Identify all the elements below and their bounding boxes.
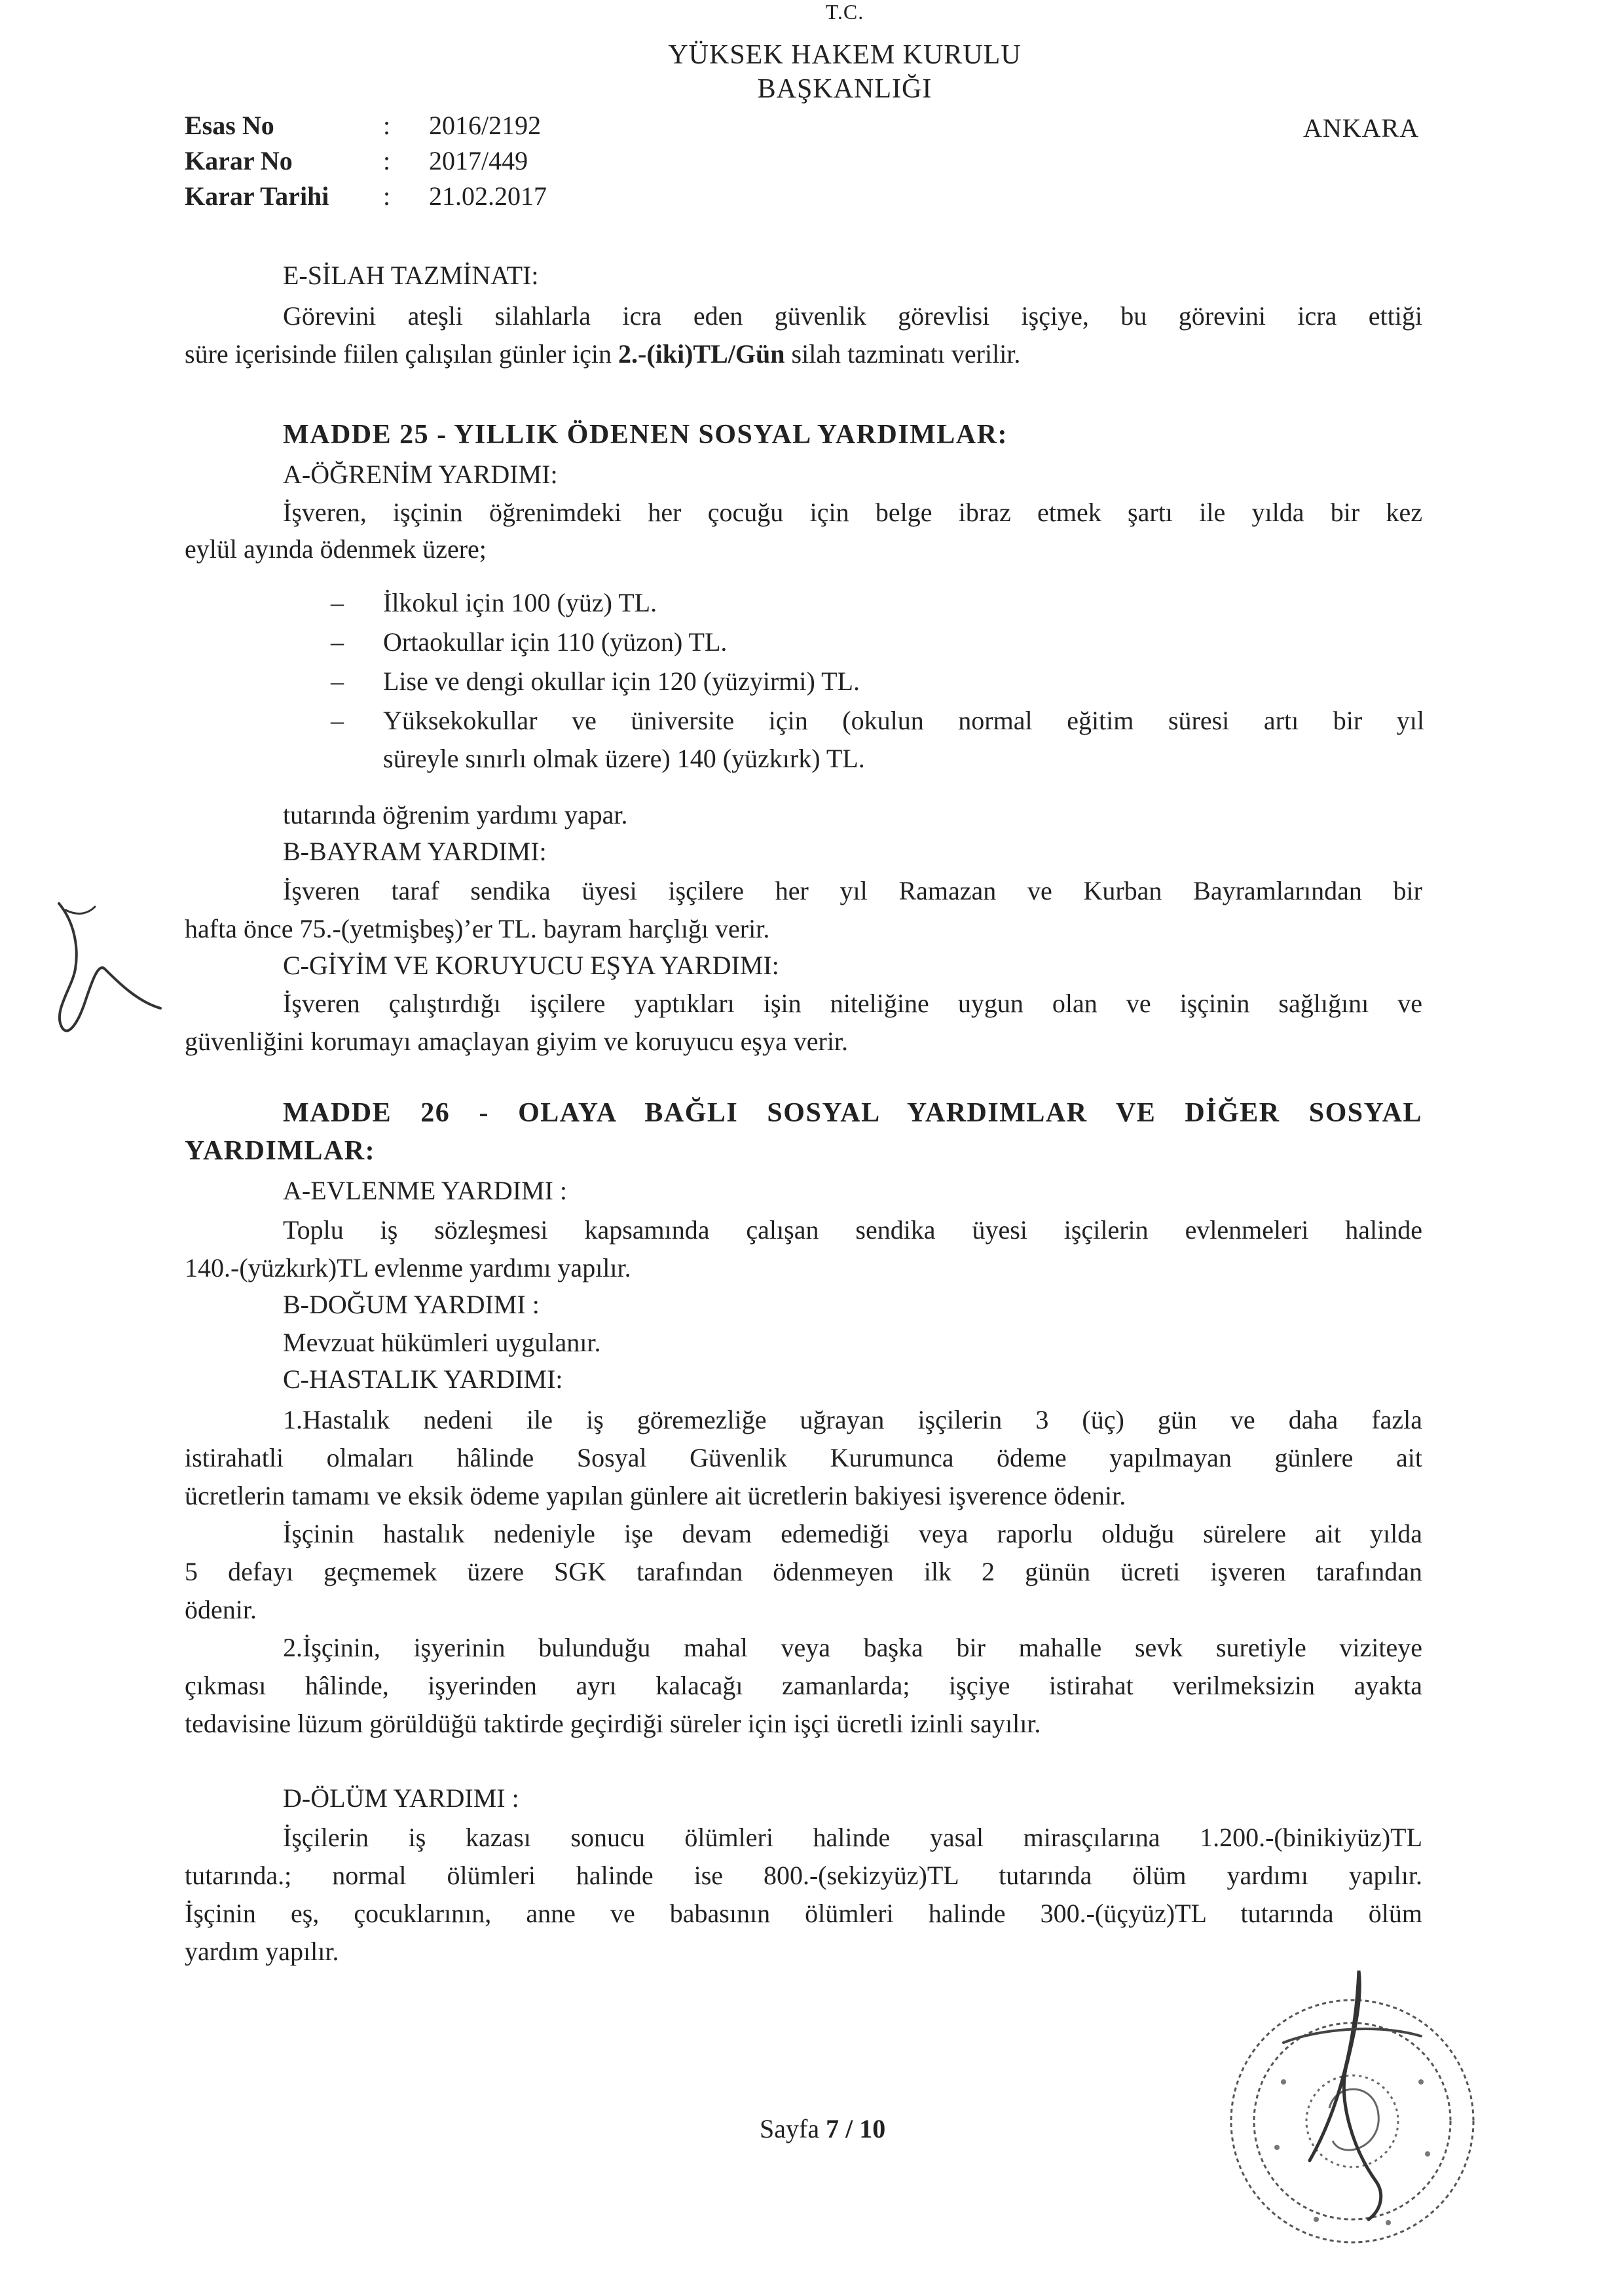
olum-title: D-ÖLÜM YARDIMI : [283, 1783, 519, 1813]
madde26-title-line1: MADDE 26 - OLAYA BAĞLI SOSYAL YARDIMLAR VE DİĞER SOSYAL [283, 1098, 1422, 1128]
bayram-line1: İşveren taraf sendika üyesi işçilere her yıl Ramazan ve Kurban Bayramlarından bir [283, 876, 1422, 905]
city: ANKARA [1303, 113, 1420, 143]
header-presidency: BAŞKANLIĞI [757, 74, 932, 104]
list-item-4-line1: Yüksekokullar ve üniversite için (okulun normal eğitim süresi artı bir yıl [383, 706, 1424, 735]
olum-line2: tutarında.; normal ölümleri halinde ise 800.-(sekizyüz)TL tutarında ölüm yardımı yapılır. [185, 1861, 1422, 1890]
bayram-title: B-BAYRAM YARDIMI: [283, 837, 547, 866]
tarih-value: 21.02.2017 [429, 181, 547, 211]
ogrenim-line2: eylül ayında ödenmek üzere; [185, 534, 487, 564]
tarih-colon: : [383, 181, 391, 211]
evlenme-title: A-EVLENME YARDIMI : [283, 1176, 568, 1205]
ogrenim-end: tutarında öğrenim yardımı yapar. [283, 800, 628, 829]
karar-value: 2017/449 [429, 146, 528, 175]
silah-line2: süre içerisinde fiilen çalışılan günler için 2.-(iki)TL/Gün silah tazminatı verilir. [185, 339, 1021, 369]
tarih-label: Karar Tarihi [185, 181, 329, 211]
bayram-line2: hafta önce 75.-(yetmişbeş)’er TL. bayram harçlığı verir. [185, 914, 770, 943]
olum-line3: İşçinin eş, çocuklarının, anne ve babasının ölümleri halinde 300.-(üçyüz)TL tutarında ölüm [185, 1899, 1422, 1928]
esas-colon: : [383, 111, 391, 140]
hastalik-p1-line2: istirahatli olmaları hâlinde Sosyal Güvenlik Kurumunca ödeme yapılmayan günlere ait [185, 1443, 1422, 1472]
header-court: YÜKSEK HAKEM KURULU [668, 40, 1022, 70]
hastalik-p3-line1: 2.İşçinin, işyerinin bulunduğu mahal veya başka bir mahalle sevk suretiyle viziteye [283, 1633, 1422, 1662]
evlenme-line1: Toplu iş sözleşmesi kapsamında çalışan sendika üyesi işçilerin evlenmeleri halinde [283, 1215, 1422, 1245]
page-number: Sayfa 7 / 10 [760, 2114, 886, 2143]
hastalik-p2-line3: ödenir. [185, 1595, 257, 1624]
ogrenim-line1: İşveren, işçinin öğrenimdeki her çocuğu için belge ibraz etmek şartı ile yılda bir kez [283, 498, 1422, 527]
olum-line1: İşçilerin iş kazası sonucu ölümleri halinde yasal mirasçılarına 1.200.-(binikiyüz)TL [283, 1823, 1422, 1852]
evlenme-line2: 140.-(yüzkırk)TL evlenme yardımı yapılır. [185, 1253, 631, 1283]
dogum-title: B-DOĞUM YARDIMI : [283, 1290, 540, 1319]
handwritten-mark-icon [39, 897, 170, 1041]
hastalik-p1-line1: 1.Hastalık nedeni ile iş göremezliğe uğrayan işçilerin 3 (üç) gün ve daha fazla [283, 1405, 1422, 1434]
hastalik-p2-line1: İşçinin hastalık nedeniyle işe devam edemediği veya raporlu olduğu sürelere ait yılda [283, 1519, 1422, 1548]
giyim-line2: güvenliğini korumayı amaçlayan giyim ve koruyucu eşya verir. [185, 1027, 849, 1056]
karar-colon: : [383, 146, 391, 175]
dogum-line1: Mevzuat hükümleri uygulanır. [283, 1328, 601, 1357]
list-item-4-line2: süreyle sınırlı olmak üzere) 140 (yüzkırk) TL. [383, 744, 865, 773]
hastalik-title: C-HASTALIK YARDIMI: [283, 1364, 563, 1394]
madde25-title: MADDE 25 - YILLIK ÖDENEN SOSYAL YARDIMLAR: [283, 420, 1008, 450]
olum-line4: yardım yapılır. [185, 1937, 339, 1966]
madde26-title-line2: YARDIMLAR: [185, 1136, 376, 1166]
hastalik-p1-line3: ücretlerin tamamı ve eksik ödeme yapılan günlere ait ücretlerin bakiyesi işverence ödenir. [185, 1481, 1126, 1510]
hastalik-p2-line2: 5 defayı geçmemek üzere SGK tarafından ödenmeyen ilk 2 günün ücreti işveren tarafından [185, 1557, 1422, 1586]
hastalik-p3-line3: tedavisine lüzum görüldüğü taktirde geçirdiği süreler için işçi ücretli izinli sayılır. [185, 1709, 1041, 1738]
official-seal-icon [1205, 1951, 1493, 2259]
header-tc: T.C. [825, 0, 864, 24]
giyim-line1: İşveren çalıştırdığı işçilere yaptıkları işin niteliğine uygun olan ve işçinin sağlığını ve [283, 989, 1422, 1018]
giyim-title: C-GİYİM VE KORUYUCU EŞYA YARDIMI: [283, 951, 779, 980]
ogrenim-title: A-ÖĞRENİM YARDIMI: [283, 460, 558, 489]
hastalik-p3-line2: çıkması hâlinde, işyerinden ayrı kalacağı zamanlarda; işçiye istirahat verilmeksizin ayakta [185, 1671, 1422, 1700]
silah-amount: 2.-(iki)TL/Gün [618, 339, 785, 369]
silah-line1: Görevini ateşli silahlarla icra eden güvenlik görevlisi işçiye, bu görevini icra ettiği [283, 301, 1422, 331]
esas-value: 2016/2192 [429, 111, 542, 140]
karar-label: Karar No [185, 146, 293, 175]
esas-label: Esas No [185, 111, 274, 140]
silah-title: E-SİLAH TAZMİNATI: [283, 261, 539, 290]
